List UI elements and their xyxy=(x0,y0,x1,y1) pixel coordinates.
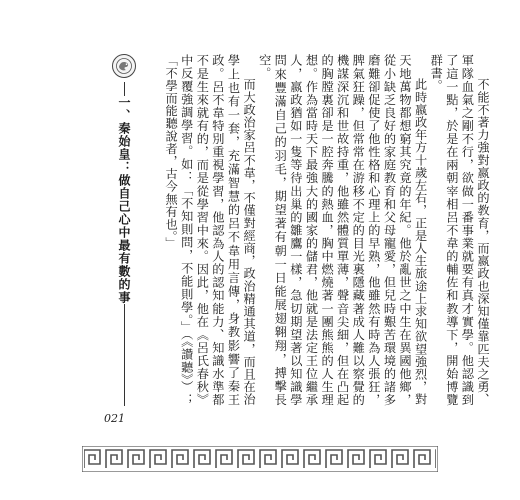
body-text xyxy=(150,54,490,406)
paragraph-3: 而大政治家呂不韋，不僅對經商，政治精通其道，而且在治學上也有一套，充滿智慧的呂不韋用言傳，身教影響了秦王政。呂不韋特別重視學習，他認為人的認知能力、知識水準都不是生來就有的，而是從學習中來。因此，他在《呂氏春秋》中反覆強調學習。如：「不知則問，不能則學。」（《讚聽》）；「不學而能聽說者，古今無有也。」 xyxy=(164,54,257,406)
chapter-title: 一、秦始皇：做自己心中最有數的事 xyxy=(112,96,136,304)
fret-border xyxy=(82,446,438,472)
dragon-emblem-icon xyxy=(112,54,136,78)
paragraph-1: 不能不著力強對嬴政的教育，而嬴政也深知僅靠匹夫之勇、軍隊血氣之剛不行，欲做一番事業就要有真才實學。他認識到了這一點，於是在兩朝宰相呂不韋的輔佐和教導下，開始博覽群書。 xyxy=(429,54,490,406)
paragraph-2: 此時嬴政年方十歲左右，正是人生旅途上求知欲望強烈，對天地萬物都想窮其究竟的年紀。他於亂世之中生在異國他鄉，從小缺乏良好的家庭教育和父母寵愛，但兒時艱苦環境的諸多磨難卻促使了他性格和心理上的早熟，他雖然有時為人張狂，脾氣狂躁，但常常在游移不定的目光裏隱藏著成人難以察覺的機謀深沉和世故持重，他雖然體質單薄，聲音尖細，但在凸起的胸膛裏卻是一腔奔騰的熱血，胸中燃燒著一團熊熊的人生理想。作為當時天下最強大的國家的儲君，他就是法定王位繼承人，嬴政猶如一隻等待出巢的雛鷹一樣，急切期望著以知識學問來豐滿自己的羽毛，期望著有朝一日能展翅翱翔，搏擊長空。 xyxy=(257,54,428,406)
page-number: 021 xyxy=(104,412,125,425)
